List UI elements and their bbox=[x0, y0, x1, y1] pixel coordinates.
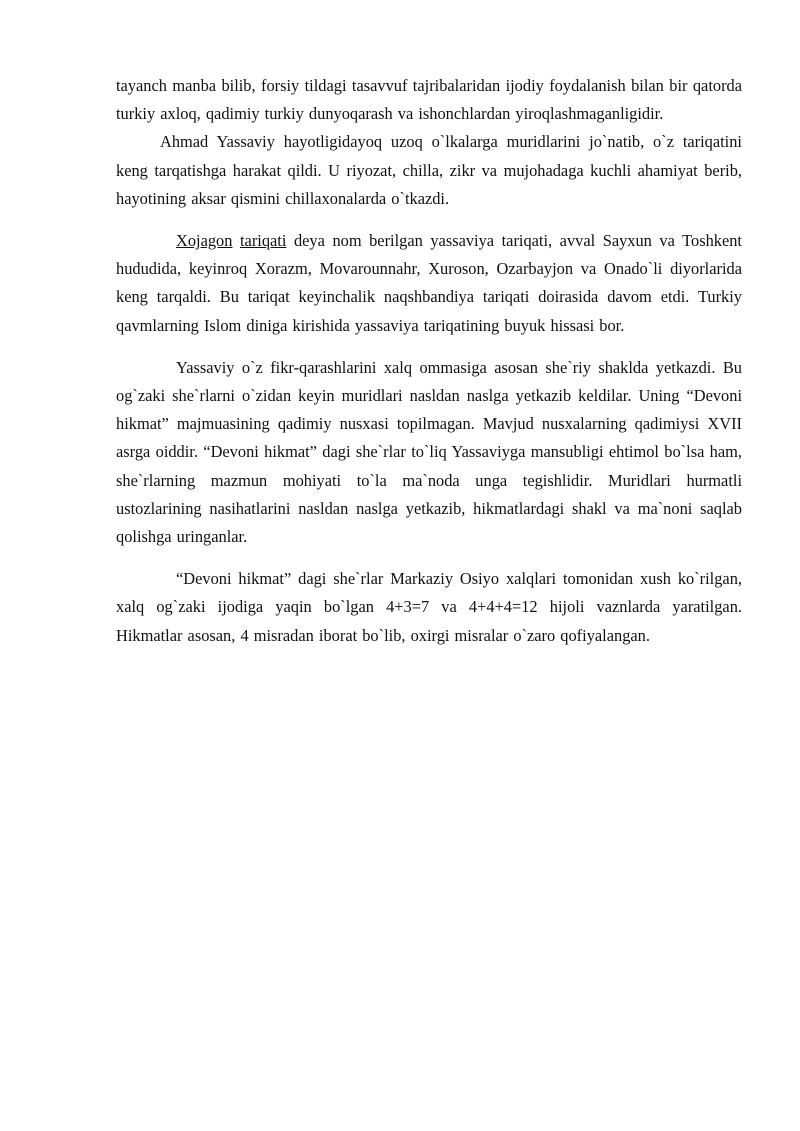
paragraph-4: Yassaviy o`z fikr-qarashlarini xalq ommasiga asosan she`riy shaklda yetkazdi. Bu og`zaki she`rlarni o`zidan keyin muridlari nasldan naslga yetkazib keldilar. Uning “Devoni hikmat” majmuasining qadimiy nusxasi topilmagan. Mavjud nusxalarning qadimiysi XVII asrga oiddir. “Devoni hikmat” dagi she`rlar to`liq Yassaviyga mansubligi ehtimol bo`lsa ham, she`rlarning mazmun mohiyati to`la ma`noda unga tegishlidir. Muridlari hurmatli ustozlarining nasihatlarini nasldan naslga yetkazib, hikmatlardagi shakl va ma`noni saqlab qolishga uringanlar. bbox=[116, 357, 742, 547]
link-xojagon[interactable]: Xojagon bbox=[176, 231, 233, 251]
paragraph-3 bbox=[116, 227, 742, 340]
paragraph-2: Ahmad Yassaviy hayotligidayoq uzoq o`lkalarga muridlarini jo`natib, o`z tariqatini keng tarqatishga harakat qildi. U riyozat, chilla, zikr va mujohadaga kuchli ahamiyat berib, hayotining aksar qismini chillaxonalarda o`tkazdi. bbox=[116, 132, 742, 208]
link-tariqati[interactable]: tariqati bbox=[240, 231, 287, 251]
paragraph-3-text: deya nom berilgan yassaviya tariqati, avval Sayxun va Toshkent hududida, keyinroq Xorazm, Movarounnahr, Xuroson, Ozarbayjon va Onado`li diyorlarida keng tarqaldi. Bu tariqat keyinchalik naqshbandiya tariqati doirasida davom etdi. Turkiy qavmlarning Islom diniga kirishida yassaviya tariqatining buyuk hissasi bor. bbox=[116, 231, 742, 335]
paragraph-5: “Devoni hikmat” dagi she`rlar Markaziy Osiyo xalqlari tomonidan xush ko`rilgan, xalq og`zaki ijodiga yaqin bo`lgan 4+3=7 va 4+4+4=12 hijoli vaznlarda yaratilgan. Hikmatlar asosan, 4 misradan iborat bo`lib, oxirgi misralar o`zaro qofiyalangan. bbox=[116, 569, 742, 645]
document-page bbox=[116, 72, 742, 650]
paragraph-1: tayanch manba bilib, forsiy tildagi tasavvuf tajribalaridan ijodiy foydalanish bilan bir qatorda turkiy axloq, qadimiy turkiy dunyoqarash va ishonchlardan yiroqlashmaganligidir. bbox=[116, 76, 742, 124]
